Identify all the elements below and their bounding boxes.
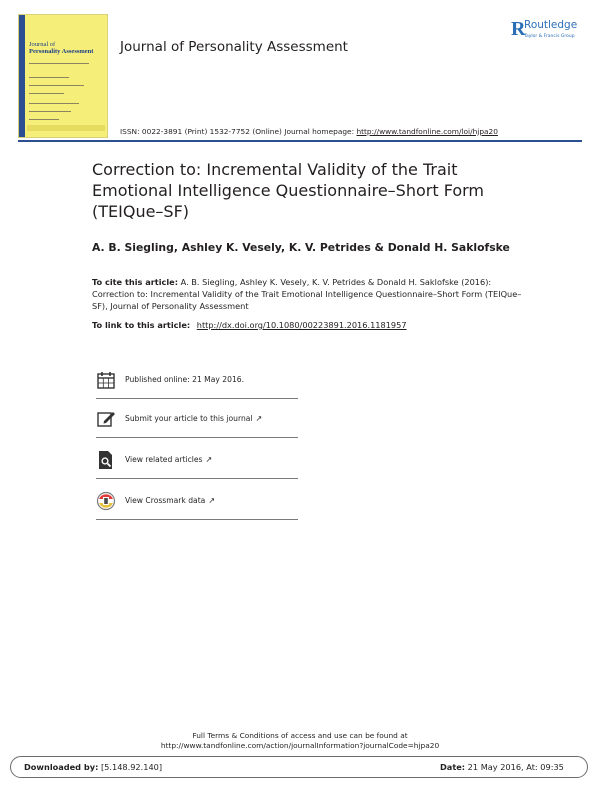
crossmark-label: View Crossmark data xyxy=(125,496,206,505)
search-document-icon xyxy=(96,450,116,470)
cite-text: A. B. Siegling, Ashley K. Vesely, K. V. Petrides & Donald H. Saklofske (2016): Correction to: Incremental Validity of the Trait Emotional Intelligence Questionnaire–Short Form (TEIQue–SF), Journal of Personality Assessment xyxy=(92,277,522,311)
issn-line xyxy=(120,127,498,136)
cover-line xyxy=(29,93,64,94)
crossmark-link[interactable] xyxy=(96,487,298,515)
download-date xyxy=(440,762,564,772)
cover-line xyxy=(29,103,79,104)
article-authors: A. B. Siegling, Ashley K. Vesely, K. V. Petrides & Donald H. Saklofske xyxy=(92,241,510,254)
link-label: To link to this article: xyxy=(92,320,191,330)
routledge-r-icon: R xyxy=(511,18,526,40)
terms-line-1: Full Terms & Conditions of access and use can be found at xyxy=(192,731,408,740)
logo-brand: Routledge xyxy=(524,19,578,31)
issn-text: ISSN: 0022-3891 (Print) 1532-7752 (Online) Journal homepage: xyxy=(120,127,355,136)
external-link-icon: ↗ xyxy=(208,496,216,505)
cover-line xyxy=(29,77,69,78)
external-link-icon: ↗ xyxy=(255,414,263,423)
cover-line xyxy=(29,119,59,120)
published-online-label: Published online: 21 May 2016. xyxy=(125,375,245,384)
header-divider xyxy=(18,140,582,142)
terms-url-link[interactable]: http://www.tandfonline.com/action/journalInformation?journalCode=hjpa20 xyxy=(160,741,440,750)
article-link-line xyxy=(92,320,407,330)
divider xyxy=(96,398,298,399)
external-link-icon: ↗ xyxy=(205,455,213,464)
divider xyxy=(96,437,298,438)
cover-title-line1: Journal of xyxy=(29,41,56,48)
date-value: 21 May 2016, At: 09:35 xyxy=(467,762,564,772)
cover-stripe xyxy=(19,15,25,137)
submit-article-link[interactable] xyxy=(96,405,298,433)
downloaded-label: Downloaded by: xyxy=(24,762,99,772)
journal-name: Journal of Personality Assessment xyxy=(120,39,348,55)
divider xyxy=(96,478,298,479)
submit-article-label: Submit your article to this journal xyxy=(125,414,253,423)
related-articles-label: View related articles xyxy=(125,455,203,464)
downloaded-by xyxy=(24,762,162,772)
routledge-logo xyxy=(511,18,591,44)
cover-line xyxy=(29,63,89,64)
logo-subtitle: Taylor & Francis Group xyxy=(524,34,575,39)
cover-line xyxy=(29,111,71,112)
article-title: Correction to: Incremental Validity of the Trait Emotional Intelligence Questionnaire–Short Form (TEIQue–SF) xyxy=(92,160,484,221)
related-articles-link[interactable] xyxy=(96,446,298,474)
edit-icon xyxy=(96,409,116,429)
cover-title xyxy=(29,41,107,55)
crossmark-icon xyxy=(96,491,116,511)
journal-homepage-link[interactable]: http://www.tandfonline.com/loi/hjpa20 xyxy=(356,127,498,136)
cover-bar xyxy=(27,125,105,131)
cite-label: To cite this article: xyxy=(92,277,178,287)
citation-block xyxy=(92,276,524,312)
calendar-icon xyxy=(96,370,116,390)
published-online-item xyxy=(96,366,298,394)
divider xyxy=(96,519,298,520)
cover-title-line2: Personality Assessment xyxy=(29,48,94,55)
downloaded-value: [5.148.92.140] xyxy=(100,762,163,772)
cover-line xyxy=(29,85,84,86)
date-label: Date: xyxy=(440,762,466,772)
doi-link[interactable]: http://dx.doi.org/10.1080/00223891.2016.1181957 xyxy=(196,320,407,330)
journal-cover-image xyxy=(18,14,108,138)
